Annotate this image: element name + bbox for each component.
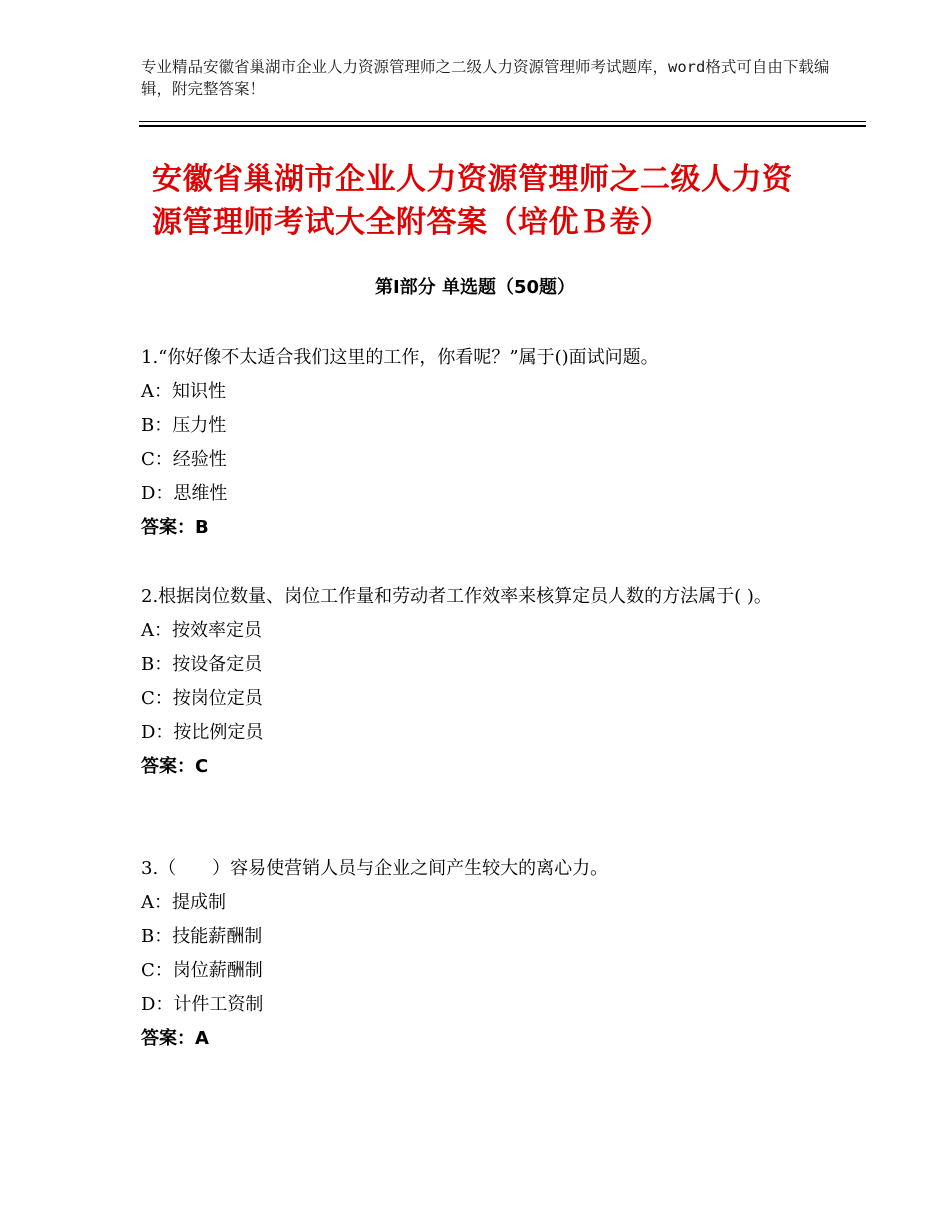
answer: 答案：A bbox=[141, 1028, 209, 1049]
option-c: C：岗位薪酬制 bbox=[141, 960, 263, 981]
question-3 bbox=[141, 852, 811, 1056]
question-1 bbox=[141, 341, 811, 545]
question-stem: 2.根据岗位数量、岗位工作量和劳动者工作效率来核算定员人数的方法属于( )。 bbox=[141, 586, 772, 607]
option-d: D：按比例定员 bbox=[141, 722, 264, 743]
option-c: C：按岗位定员 bbox=[141, 688, 263, 709]
option-b: B：压力性 bbox=[141, 415, 227, 436]
option-a: A：知识性 bbox=[141, 381, 226, 402]
option-b: B：技能薪酬制 bbox=[141, 926, 263, 947]
question-stem: 1.“你好像不太适合我们这里的工作，你看呢？”属于()面试问题。 bbox=[141, 347, 659, 368]
header-note: 专业精品安徽省巢湖市企业人力资源管理师之二级人力资源管理师考试题库，word格式可自由下载编辑，附完整答案！ bbox=[141, 58, 830, 98]
option-c: C：经验性 bbox=[141, 449, 227, 470]
answer: 答案：B bbox=[141, 517, 209, 538]
option-a: A：提成制 bbox=[141, 892, 226, 913]
document-title: 安徽省巢湖市企业人力资源管理师之二级人力资源管理师考试大全附答案（培优Ｂ卷） bbox=[152, 162, 793, 240]
question-stem: 3.（ ）容易使营销人员与企业之间产生较大的离心力。 bbox=[141, 858, 609, 879]
option-b: B：按设备定员 bbox=[141, 654, 263, 675]
header-divider-thick bbox=[139, 125, 866, 127]
header-divider-thin bbox=[139, 121, 866, 122]
option-d: D：思维性 bbox=[141, 483, 228, 504]
answer: 答案：C bbox=[141, 756, 209, 777]
option-d: D：计件工资制 bbox=[141, 994, 264, 1015]
option-a: A：按效率定员 bbox=[141, 620, 262, 641]
question-2 bbox=[141, 580, 811, 784]
section-heading: 第Ⅰ部分 单选题（50题） bbox=[374, 277, 575, 298]
